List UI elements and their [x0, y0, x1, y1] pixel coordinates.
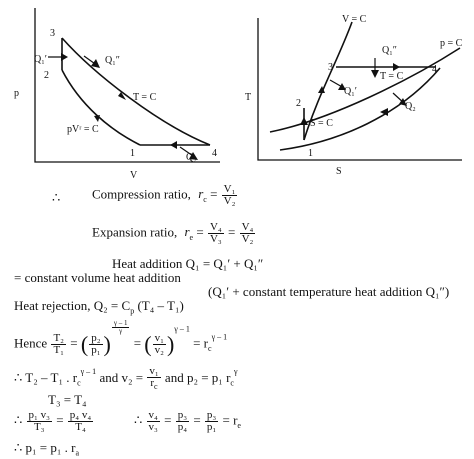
- eq-compression-sub: c: [203, 195, 207, 205]
- ts-axis-label-s: S: [336, 166, 342, 177]
- ts-label-q1dprime: Q₁″: [382, 45, 397, 56]
- eq-hence-exp-frac: [112, 320, 130, 335]
- eq-line-rc: r: [150, 377, 155, 389]
- eq-t3t4: T₃ = T₄: [48, 392, 87, 407]
- eq-compression-sym: r: [198, 186, 204, 202]
- eq-expansion-num2: V₄: [241, 221, 254, 233]
- eq-expansion-den1: V₃: [209, 233, 222, 245]
- eq-hence: Hence $\frac{\text{T₂}}{\text{T₁}}$ = ( $\frac{\text{p₂}}{\text{p₁}}$ ) $^{\frac{\gamma - 1}{\gamma}}$ = ( $\frac{\text{v₁}}{\text{v₂}}$ )$^{\gamma - 1} = r_c^{\gamma - 1}$: [14, 319, 228, 357]
- ts-label-q2: Q₂: [405, 101, 416, 112]
- eq-ratio2-therefore: ∴: [134, 412, 143, 428]
- eq-last-line-sub: a: [75, 448, 80, 458]
- eq-line-and2-sub: c: [230, 378, 234, 388]
- eq-expansion-frac-1: [208, 222, 224, 245]
- eq-ratio2-den1: v₃: [148, 421, 158, 433]
- eq-compression-frac: [222, 184, 238, 207]
- eq-hence-exp-den: γ: [119, 327, 123, 335]
- pv-axis-label-v: V: [130, 170, 138, 181]
- pv-point-2: 2: [44, 70, 49, 81]
- eq-expansion-sub: e: [189, 233, 194, 243]
- eq-hence-frac-t: [51, 333, 66, 356]
- ts-point-3: 3: [328, 62, 333, 73]
- ts-label-pc: p = C: [440, 38, 463, 49]
- pv-point-1: 1: [130, 148, 135, 159]
- eq-ratio2-rhs: = r: [222, 412, 238, 428]
- eq-hence-v1: v₁: [154, 331, 164, 344]
- eq-ratio2-num2: p₃: [177, 409, 188, 421]
- ts-label-tc: T = C: [380, 71, 404, 82]
- eq-expansion-den2: V₂: [241, 233, 254, 245]
- eq-expansion-frac-2: [240, 222, 256, 245]
- eq-hence-rhs: = r: [193, 335, 209, 351]
- eq-hence-frac-v: [153, 333, 166, 356]
- eq-heat-rejection-sub: p: [130, 306, 135, 316]
- eq-hence-v2: v₂: [154, 343, 164, 356]
- eq-ratio2-rhs-sub: e: [237, 421, 241, 431]
- eq-line-and: and v₂ =: [96, 370, 144, 386]
- eq-expansion-label: Expansion ratio,: [92, 224, 178, 240]
- pv-label-isotherm: T = C: [133, 92, 157, 103]
- eq-hence-label: Hence: [14, 335, 48, 351]
- pv-point-3: 3: [50, 28, 55, 39]
- ts-point-4: 4: [432, 64, 437, 75]
- eq-ct-heat: (Q₁′ + constant temperature heat addition Q₁″): [208, 284, 450, 299]
- eq-line-t2-text: ∴ T₂ – T₁ . r: [14, 370, 78, 386]
- eq-ratio2-frac-3: [205, 410, 218, 433]
- eq-ratio-therefore: ∴: [14, 412, 23, 428]
- ts-label-q1prime: Q₁′: [344, 86, 357, 97]
- eq-expansion-ratio: Expansion ratio, $r_e$ = $\frac{\text{V₄}}{\text{V₃}}$ = $\frac{\text{V₄}}{\text{V₂}}$: [92, 221, 254, 245]
- pv-axis-label-p: p: [14, 88, 19, 99]
- ts-label-vc: V = C: [342, 14, 367, 25]
- eq-ratio-den1: T₃: [33, 421, 45, 433]
- eq-hence-p1: p₁: [91, 343, 101, 356]
- eq-heat-rejection-text: Heat rejection, Q₂ = C: [14, 298, 131, 313]
- eq-ratio2-frac-1: [147, 410, 160, 433]
- eq-line-v-frac: [147, 366, 160, 392]
- eq-therefore-1: ∴: [52, 190, 61, 205]
- eq-hence-t1: T₁: [53, 343, 65, 356]
- eq-cv-heat: = constant volume heat addition: [14, 270, 181, 285]
- eq-hence-p2: p₂: [91, 331, 101, 344]
- eq-ratio-num1: p₁ v₃: [28, 409, 50, 421]
- eq-ratio-num2: p₄ v₄: [69, 409, 92, 421]
- eq-heat-rejection: [14, 298, 184, 316]
- eq-ratio-1: ∴ $\frac{\text{p₁ v₃}}{\text{T₃}}$ = $\frac{\text{p₄ v₄}}{\text{T₄}}$: [14, 409, 92, 433]
- eq-ratio-2: ∴ $\frac{\text{v₄}}{\text{v₃}}$ = $\frac{\text{p₃}}{\text{p₄}}$ = $\frac{\text{p₃}}{\text{p₁}}$ = $r_e$: [134, 409, 241, 433]
- pv-label-q2: Q₂: [186, 152, 197, 163]
- eq-line-v1: v₁: [149, 365, 159, 377]
- eq-line-t2-sup: γ – 1: [80, 367, 97, 377]
- ts-point-1: 1: [308, 148, 313, 159]
- ts-point-2: 2: [296, 98, 301, 109]
- eq-ratio2-frac-2: [176, 410, 189, 433]
- eq-line-t2-sub: c: [77, 378, 81, 388]
- eq-expansion-num1: V₄: [209, 221, 222, 233]
- eq-line-rc-sub: c: [154, 382, 158, 392]
- eq-compression-num: V₁: [223, 183, 236, 195]
- eq-ratio-frac-1: [27, 410, 52, 433]
- pv-label-q1dprime: Q₁″: [105, 55, 120, 66]
- eq-compression-label: Compression ratio,: [92, 186, 191, 202]
- eq-hence-rhs-sup: γ – 1: [211, 332, 228, 342]
- eq-last-line: [14, 440, 79, 458]
- eq-compression-den: V₂: [223, 195, 236, 207]
- eq-hence-rhs-sub: c: [208, 343, 212, 353]
- eq-ratio2-num1: v₄: [148, 409, 158, 421]
- eq-line-and2: and p₂ = p₁ r: [161, 370, 231, 386]
- eq-ratio2-num3: p₃: [206, 409, 217, 421]
- pv-point-4: 4: [212, 148, 217, 159]
- eq-line-t2: [14, 366, 238, 392]
- eq-hence-frac-p: [89, 333, 102, 356]
- eq-line-and2-sup: γ: [233, 367, 238, 377]
- eq-ratio2-den2: p₄: [177, 421, 188, 433]
- eq-last-line-text: ∴ p₁ = p₁ . r: [14, 440, 76, 455]
- eq-heat-rejection-tail: (T₄ – T₁): [134, 298, 184, 313]
- ts-label-sc: S = C: [310, 118, 333, 129]
- eq-hence-t2: T₂: [53, 331, 65, 344]
- pv-label-q1prime: Q₁′: [34, 54, 47, 65]
- pv-label-polytropic: pVʳ = C: [67, 124, 99, 135]
- eq-hence-exp2: γ – 1: [174, 324, 190, 334]
- eq-ratio-den2: T₄: [75, 421, 86, 433]
- eq-hence-exp: γ – 1: [113, 319, 128, 327]
- eq-compression-ratio: Compression ratio, $r_c$ = $\frac{\text{V₁}}{\text{V₂}}$: [92, 183, 236, 207]
- eq-ratio2-den3: p₁: [206, 421, 217, 433]
- eq-heat-addition: Heat addition Q₁ = Q₁′ + Q₁″: [112, 256, 264, 271]
- eq-expansion-sym: r: [184, 224, 190, 240]
- ts-axis-label-t: T: [245, 92, 252, 103]
- eq-ratio-frac-2: [68, 410, 93, 433]
